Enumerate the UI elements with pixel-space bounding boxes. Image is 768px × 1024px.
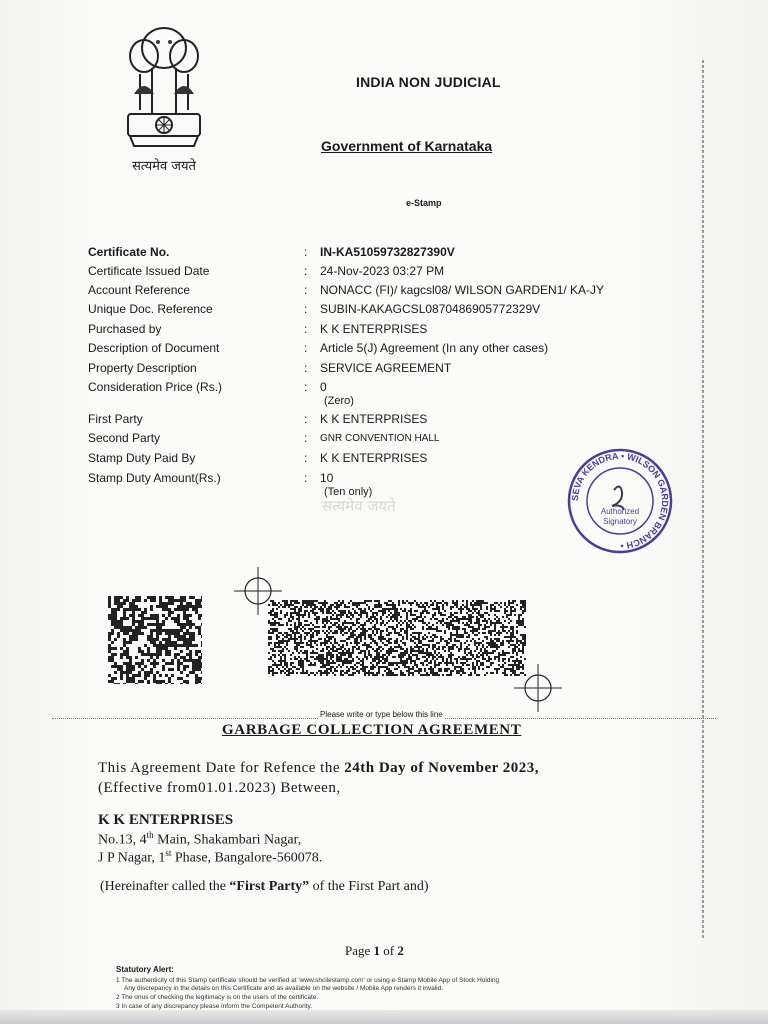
first-party-term: “First Party” xyxy=(229,879,310,894)
seal-ring-text: SEVA KENDRA • WILSON GARDEN BRANCH • xyxy=(569,450,671,552)
page-total: 2 xyxy=(397,943,404,958)
detail-colon: : xyxy=(304,322,308,336)
hereinafter-line xyxy=(100,879,429,895)
address-sup: th xyxy=(146,830,154,840)
statutory-item: 2 The onus of checking the legitimacy is on the users of the certificate. xyxy=(116,994,319,1001)
detail-label: Property Description xyxy=(88,361,197,375)
detail-label: Stamp Duty Amount(Rs.) xyxy=(88,471,221,485)
page-bottom-edge xyxy=(0,1010,768,1024)
hereinafter-suffix: of the First Part and) xyxy=(309,879,429,894)
detail-value: GNR CONVENTION HALL xyxy=(320,433,440,444)
detail-value: K K ENTERPRISES xyxy=(320,412,428,426)
emblem-motto: सत्यमेव जयते xyxy=(132,159,196,174)
detail-label: Unique Doc. Reference xyxy=(88,302,213,316)
detail-label: Certificate No. xyxy=(88,245,170,259)
detail-value: 0 xyxy=(320,380,327,394)
write-below-note: Please write or type below this line xyxy=(320,710,443,719)
government-heading: Government of Karnataka xyxy=(321,138,493,154)
agreement-title: GARBAGE COLLECTION AGREEMENT xyxy=(222,722,522,738)
detail-row-account-reference xyxy=(0,283,768,303)
statutory-item: 3 In case of any discrepancy please inform the Competent Authority. xyxy=(116,1003,313,1010)
detail-value: K K ENTERPRISES xyxy=(320,322,428,336)
registration-mark-icon xyxy=(234,567,282,615)
detail-value: 24-Nov-2023 03:27 PM xyxy=(320,264,445,278)
agreement-date-prefix: This Agreement Date for Refence the xyxy=(98,760,345,776)
microprint-border xyxy=(697,60,709,940)
detail-label: Certificate Issued Date xyxy=(88,264,210,278)
detail-label: Purchased by xyxy=(88,322,162,336)
page-current: 1 xyxy=(373,943,381,958)
detail-label: Stamp Duty Paid By xyxy=(88,451,196,465)
detail-colon: : xyxy=(304,380,308,394)
detail-row-first-party xyxy=(0,412,768,432)
detail-label: Description of Document xyxy=(88,341,220,355)
detail-label: Second Party xyxy=(88,431,161,445)
detail-colon: : xyxy=(304,302,308,316)
address-part: No.13, 4 xyxy=(98,832,147,848)
detail-colon: : xyxy=(304,471,308,485)
detail-value: NONACC (FI)/ kagcsl08/ WILSON GARDEN1/ KA-JY xyxy=(320,283,605,297)
page-prefix: Page xyxy=(345,943,374,958)
detail-colon: : xyxy=(304,264,308,278)
estamp-heading: e-Stamp xyxy=(406,198,442,208)
detail-row-description xyxy=(0,341,768,361)
first-party-address-line2 xyxy=(98,848,322,867)
detail-colon: : xyxy=(304,431,308,445)
stamp-type-heading: INDIA NON JUDICIAL xyxy=(356,74,501,90)
detail-colon: : xyxy=(304,283,308,297)
first-party-name: K K ENTERPRISES xyxy=(98,812,234,828)
address-sup: st xyxy=(165,848,172,858)
registration-mark-icon xyxy=(514,664,562,712)
detail-colon: : xyxy=(304,341,308,355)
detail-label: Account Reference xyxy=(88,283,191,297)
detail-colon: : xyxy=(304,451,308,465)
detail-label: First Party xyxy=(88,412,143,426)
detail-value: SUBIN-KAKAGCSL0870486905772329V xyxy=(320,302,541,316)
detail-colon: : xyxy=(304,361,308,375)
agreement-effective-line: (Effective from01.01.2023) Between, xyxy=(98,780,341,796)
detail-row-purchased-by xyxy=(0,322,768,342)
page-number xyxy=(345,943,404,959)
address-part: Phase, Bangalore-560078. xyxy=(171,850,323,866)
detail-value: K K ENTERPRISES xyxy=(320,451,428,465)
detail-row-property-description xyxy=(0,361,768,381)
detail-row-consideration-price xyxy=(0,380,768,407)
page-of: of xyxy=(380,943,398,958)
agreement-date-line xyxy=(98,760,539,777)
watermark-text: सत्यमेव जयते xyxy=(322,497,396,515)
first-party-address-line1 xyxy=(98,830,301,849)
detail-value-words: (Zero) xyxy=(324,395,354,407)
authorized-signatory-seal xyxy=(564,448,676,554)
agreement-date-value: 24th Day of November 2023, xyxy=(344,760,540,776)
detail-value: Article 5(J) Agreement (In any other cases) xyxy=(320,341,549,355)
detail-value: 10 xyxy=(320,471,334,485)
detail-value: SERVICE AGREEMENT xyxy=(320,361,452,375)
hereinafter-prefix: (Hereinafter called the xyxy=(100,879,230,894)
seal-authorized-text: Authorized xyxy=(600,507,640,516)
statutory-item: Any discrepancy in the details on this Certificate and as available on the website / Mobile App renders it invalid. xyxy=(124,985,444,992)
seal-signatory-text: Signatory xyxy=(603,517,637,526)
2d-barcode-icon xyxy=(268,600,526,676)
detail-value-words: (Ten only) xyxy=(324,486,373,498)
address-part: J P Nagar, 1 xyxy=(98,850,166,866)
detail-colon: : xyxy=(304,245,308,259)
detail-row-unique-doc-reference xyxy=(0,302,768,322)
statutory-item: 1 The authenticity of this Stamp certificate should be verified at 'www.shcilestamp.com' or using e-Stamp Mobile App of Stock Holding xyxy=(116,977,500,984)
detail-label: Consideration Price (Rs.) xyxy=(88,380,223,394)
ashoka-emblem-icon xyxy=(118,18,210,158)
detail-row-issued-date xyxy=(0,264,768,284)
detail-colon: : xyxy=(304,412,308,426)
address-part: Main, Shakambari Nagar, xyxy=(153,832,302,848)
detail-value: IN-KA51059732827390V xyxy=(320,245,455,259)
detail-row-certificate-no xyxy=(0,245,768,265)
statutory-alert-title: Statutory Alert: xyxy=(116,965,174,974)
qr-code-icon xyxy=(108,596,202,684)
